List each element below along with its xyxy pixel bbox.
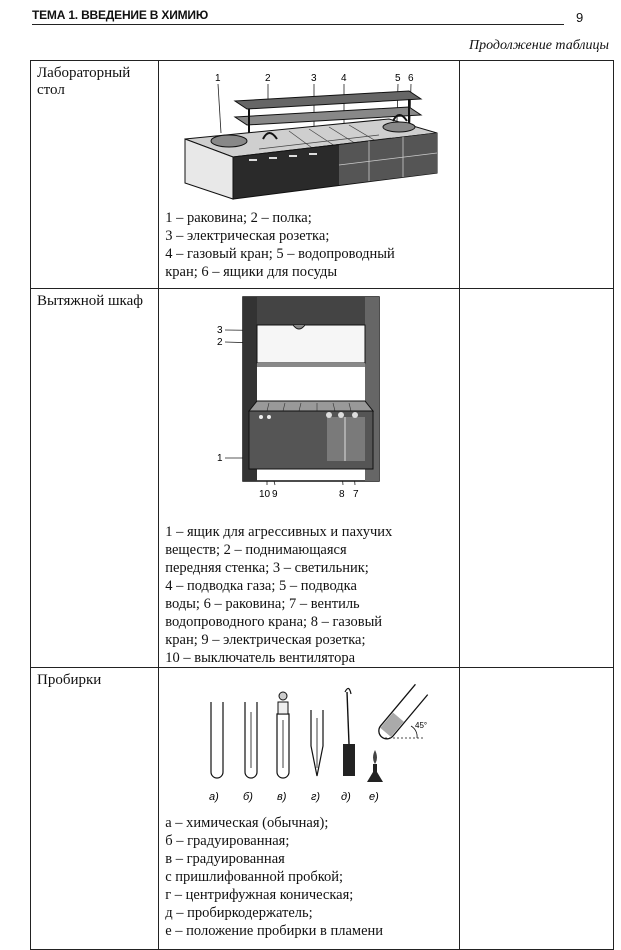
empty-cell	[459, 61, 613, 289]
caption-line: передняя стенка; 3 – светильник;	[165, 560, 369, 576]
test-tubes-illustration	[179, 674, 439, 814]
tube-label-e: е)	[368, 791, 379, 803]
figure-cell	[159, 668, 460, 950]
angle-label: 45°	[414, 721, 428, 730]
caption-line: г – центрифужная коническая;	[165, 887, 354, 903]
empty-cell	[459, 289, 613, 668]
caption-line: 3 – электрическая розетка;	[165, 228, 330, 244]
callout-7: 7	[352, 489, 359, 500]
callout-3: 3	[216, 325, 223, 336]
caption-lab-bench	[159, 209, 459, 281]
row-name-cell	[31, 61, 159, 289]
callout-2: 2	[264, 73, 271, 84]
caption-line: б – градуированная;	[165, 833, 290, 849]
tube-label-g: г)	[310, 791, 321, 803]
row-name-cell	[31, 289, 159, 668]
caption-line: водопроводного крана; 8 – газовый	[165, 614, 383, 630]
continuation-label: Продолжение таблицы	[468, 38, 609, 53]
callout-1: 1	[214, 73, 221, 84]
caption-line: 1 – ящик для агрессивных и пахучих	[165, 524, 393, 540]
tube-label-a: а)	[208, 791, 219, 803]
tube-label-v: в)	[276, 791, 287, 803]
row-name: Пробирки	[37, 672, 102, 688]
caption-line: 10 – выключатель вентилятора	[165, 650, 356, 666]
callout-4: 4	[340, 73, 347, 84]
fume-hood-illustration	[209, 293, 409, 513]
caption-line: 1 – раковина; 2 – полка;	[165, 210, 312, 226]
header-rule	[32, 24, 564, 25]
caption-line: кран; 9 – электрическая розетка;	[165, 632, 366, 648]
caption-line: с пришлифованной пробкой;	[165, 869, 344, 885]
callout-10: 10	[258, 489, 271, 500]
callout-9: 9	[271, 489, 278, 500]
caption-line: в – градуированная	[165, 851, 285, 867]
callout-3: 3	[310, 73, 317, 84]
callout-8: 8	[338, 489, 345, 500]
caption-line: е – положение пробирки в пламени	[165, 923, 384, 939]
caption-line: 4 – подводка газа; 5 – подводка	[165, 578, 357, 594]
callout-5: 5	[394, 73, 401, 84]
figure-cell	[159, 289, 460, 668]
table-row-lab-bench	[31, 61, 614, 289]
callout-6: 6	[407, 73, 414, 84]
caption-line: а – химическая (обычная);	[165, 815, 329, 831]
table-row-fume-hood	[31, 289, 614, 668]
tube-label-b: б)	[242, 791, 253, 803]
page-number: 9	[576, 10, 584, 25]
empty-cell	[459, 668, 613, 950]
row-name-cell	[31, 668, 159, 950]
row-name: Вытяжной шкаф	[37, 293, 143, 309]
caption-line: веществ; 2 – поднимающаяся	[165, 542, 347, 558]
row-name: Лабораторный стол	[37, 65, 131, 98]
caption-line: 4 – газовый кран; 5 – водопроводный	[165, 246, 395, 262]
chapter-title: ТЕМА 1. ВВЕДЕНИЕ В ХИМИЮ	[32, 8, 209, 22]
caption-line: воды; 6 – раковина; 7 – вентиль	[165, 596, 360, 612]
tube-label-d: д)	[340, 791, 351, 803]
equipment-table	[30, 60, 614, 950]
caption-line: кран; 6 – ящики для посуды	[165, 264, 338, 280]
lab-bench-illustration	[169, 61, 449, 209]
caption-test-tubes	[159, 814, 459, 940]
table-row-test-tubes	[31, 668, 614, 950]
figure-cell	[159, 61, 460, 289]
callout-2: 2	[216, 337, 223, 348]
callout-1: 1	[216, 453, 223, 464]
caption-line: д – пробиркодержатель;	[165, 905, 313, 921]
caption-fume-hood	[159, 523, 459, 667]
